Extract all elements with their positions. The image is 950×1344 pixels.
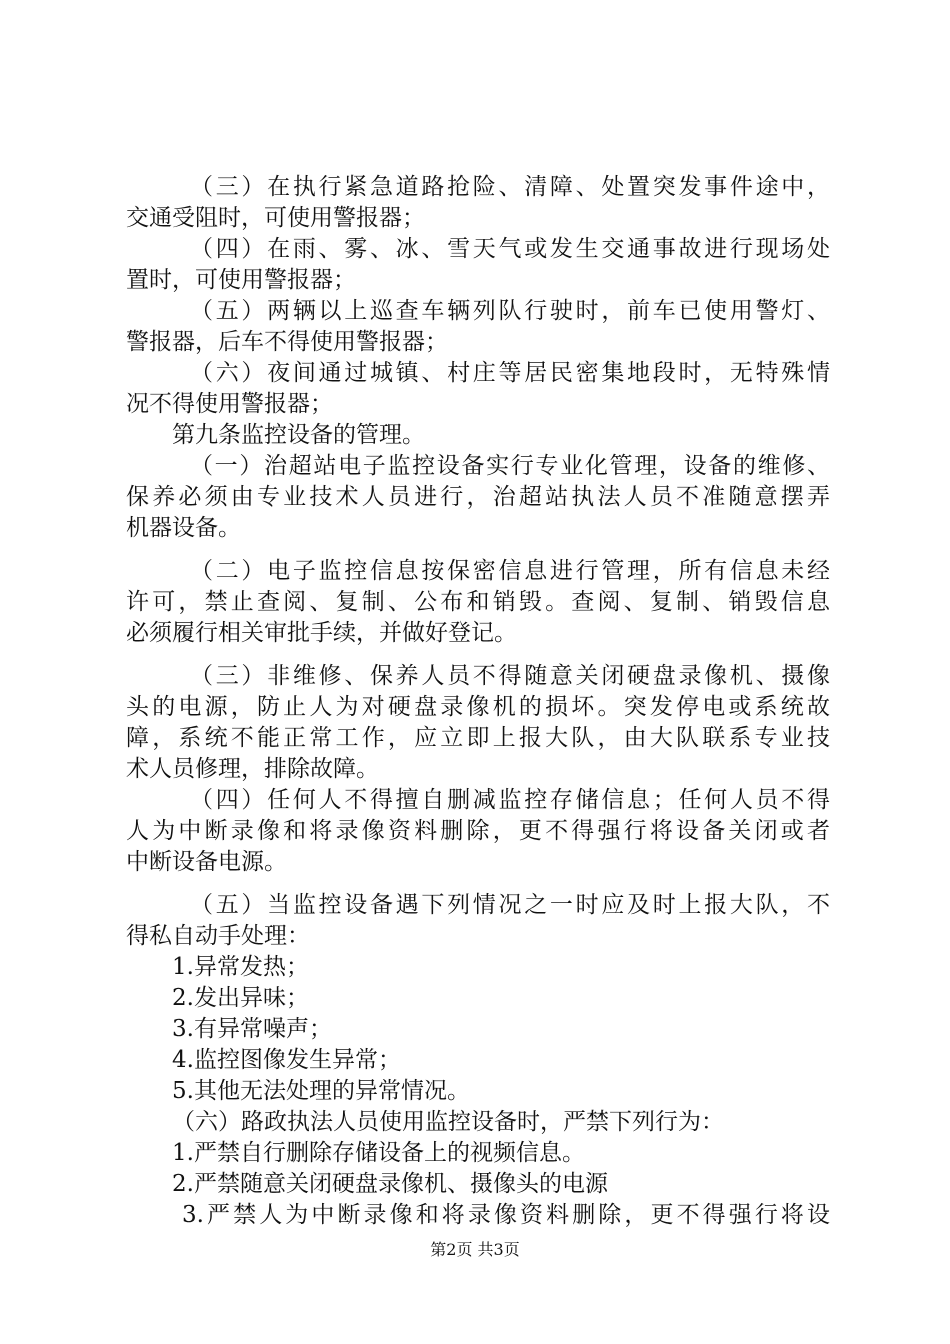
paragraph-line: 人为中断录像和将录像资料删除，更不得强行将设备关闭或者 — [126, 818, 830, 844]
paragraph-line: 交通受阻时，可使用警报器； — [126, 205, 425, 231]
page-number: 第2页 共3页 — [430, 1240, 520, 1259]
paragraph-line: （五）两辆以上巡查车辆列队行驶时，前车已使用警灯、 — [190, 298, 830, 324]
list-item: 1.严禁自行删除存储设备上的视频信息。 — [172, 1140, 585, 1166]
paragraph-line: （二）电子监控信息按保密信息进行管理，所有信息未经 — [190, 558, 830, 584]
paragraph-line: 必须履行相关审批手续，并做好登记。 — [126, 620, 517, 646]
paragraph-line: 机器设备。 — [126, 515, 241, 541]
paragraph-line: 置时，可使用警报器； — [126, 267, 356, 293]
paragraph-line: 得私自动手处理： — [126, 923, 310, 949]
paragraph-line: （四）任何人不得擅自删减监控存储信息；任何人员不得 — [190, 787, 830, 813]
paragraph-line: （三）非维修、保养人员不得随意关闭硬盘录像机、摄像 — [190, 663, 830, 689]
paragraph-line: 警报器，后车不得使用警报器； — [126, 329, 448, 355]
section-heading: 第九条监控设备的管理。 — [172, 422, 425, 448]
paragraph-line: 术人员修理，排除故障。 — [126, 756, 379, 782]
list-item: 1.异常发热； — [172, 954, 309, 980]
paragraph-line: （四）在雨、雾、冰、雪天气或发生交通事故进行现场处 — [190, 236, 830, 262]
paragraph-line: （六）路政执法人员使用监控设备时，严禁下列行为： — [172, 1109, 724, 1135]
list-item: 4.监控图像发生异常； — [172, 1047, 401, 1073]
list-item: 3.严禁人为中断录像和将录像资料删除，更不得强行将设 — [182, 1202, 830, 1228]
paragraph-line: （六）夜间通过城镇、村庄等居民密集地段时，无特殊情 — [190, 360, 830, 386]
paragraph-line: （五）当监控设备遇下列情况之一时应及时上报大队，不 — [190, 892, 830, 918]
list-item: 2.发出异味； — [172, 985, 309, 1011]
list-item: 2.严禁随意关闭硬盘录像机、摄像头的电源 — [172, 1171, 608, 1197]
paragraph-line: 障，系统不能正常工作，应立即上报大队，由大队联系专业技 — [126, 725, 830, 751]
body-text — [126, 172, 830, 1231]
paragraph-line: 中断设备电源。 — [126, 849, 287, 875]
list-item: 3.有异常噪声； — [172, 1016, 332, 1042]
paragraph-line: （一）治超站电子监控设备实行专业化管理，设备的维修、 — [190, 453, 830, 479]
paragraph-line: 保养必须由专业技术人员进行，治超站执法人员不准随意摆弄 — [126, 484, 830, 510]
list-item: 5.其他无法处理的异常情况。 — [172, 1078, 470, 1104]
paragraph-line: 头的电源，防止人为对硬盘录像机的损坏。突发停电或系统故 — [126, 694, 830, 720]
paragraph-line: 许可，禁止查阅、复制、公布和销毁。查阅、复制、销毁信息 — [126, 589, 830, 615]
paragraph-line: （三）在执行紧急道路抢险、清障、处置突发事件途中， — [190, 174, 830, 200]
paragraph-line: 况不得使用警报器； — [126, 391, 333, 417]
